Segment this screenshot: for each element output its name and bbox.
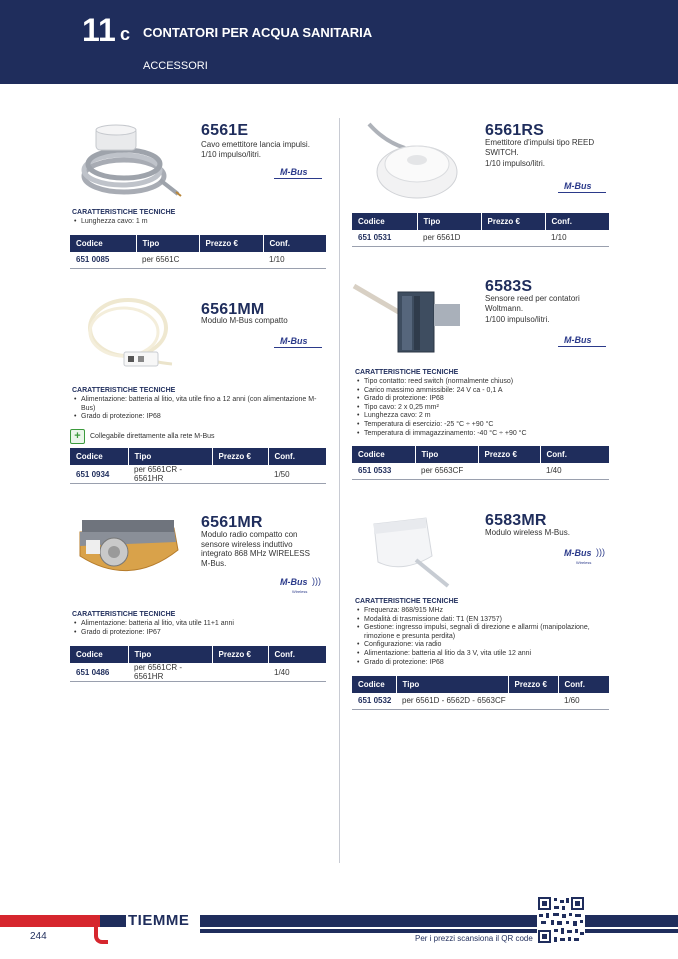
col-conf: Conf.	[558, 676, 609, 693]
col-conf: Conf.	[268, 448, 326, 465]
mbus-logo-line	[558, 346, 606, 347]
mbus-logo	[558, 335, 608, 349]
col-prezzo: Prezzo €	[199, 235, 263, 252]
cell-conf: 1/40	[268, 663, 326, 682]
column-divider	[339, 118, 340, 863]
mbus-wireless-logo	[558, 547, 608, 565]
product-code: 6583S	[485, 278, 533, 295]
col-tipo: Tipo	[128, 448, 212, 465]
radio-module-image	[74, 516, 184, 586]
page-header	[0, 0, 678, 84]
product-description	[201, 140, 331, 159]
spec-item: • Gestione: ingresso impulsi, segnali di direzione e allarmi (manipolazione, rimozione e presunta perdita)	[355, 624, 611, 641]
table-header-row	[70, 448, 326, 465]
chapter-number: 11	[82, 12, 116, 48]
cell-tipo: per 6561C	[136, 252, 199, 268]
spec-item: • Alimentazione: batteria al litio, vita utile 11+1 anni	[72, 620, 328, 629]
specs-heading: CARATTERISTICHE TECNICHE	[72, 387, 176, 394]
spec-item: • Tipo cavo: 2 x 0,25 mm²	[355, 404, 611, 413]
table-header-row	[70, 235, 326, 252]
col-codice: Codice	[70, 646, 128, 663]
product-table	[352, 676, 609, 710]
specs-list	[355, 607, 611, 667]
spec-item: • Modalità di trasmissione dati: T1 (EN 13757)	[355, 616, 611, 625]
mbus-logo-text: M-Bus	[564, 181, 592, 191]
footer-bar	[200, 915, 678, 927]
product-table	[352, 446, 609, 480]
mbus-logo	[558, 181, 608, 195]
product-code: 6561MM	[201, 301, 265, 318]
description-line: integrato 868 MHz WIRELESS	[201, 549, 310, 558]
table-row	[70, 663, 326, 682]
reed-switch-image	[365, 120, 465, 202]
product-code: 6583MR	[485, 512, 547, 529]
mbus-logo	[274, 336, 324, 350]
cell-tipo: per 6561D	[417, 230, 481, 246]
table-row	[70, 252, 326, 268]
description-line: 1/10 impulso/litri.	[201, 149, 262, 159]
table-header-row	[352, 676, 609, 693]
description-line: Woltmann.	[485, 303, 524, 313]
product-table	[352, 213, 609, 247]
qr-code-icon[interactable]	[537, 896, 585, 944]
cell-prezzo	[481, 230, 545, 246]
wireless-label: Wireless	[576, 560, 592, 565]
col-codice: Codice	[352, 213, 417, 230]
col-prezzo: Prezzo €	[478, 446, 540, 463]
mbus-logo-line	[274, 178, 322, 179]
col-prezzo: Prezzo €	[212, 646, 268, 663]
wifi-icon: )))	[596, 547, 605, 557]
col-codice: Codice	[70, 235, 136, 252]
spec-item: • Configurazione: via radio	[355, 641, 611, 650]
col-tipo: Tipo	[128, 646, 212, 663]
qr-caption: Per i prezzi scansiona il QR code	[415, 934, 533, 943]
mbus-logo-text: M-Bus	[280, 577, 308, 587]
page-number: 244	[30, 931, 47, 942]
cell-tipo: per 6561CR - 6561HR	[128, 663, 212, 682]
spec-item: • Grado di protezione: IP68	[355, 659, 611, 668]
cell-conf: 1/10	[263, 252, 326, 268]
pulse-ratio: 1/100 impulso/litri.	[485, 315, 550, 324]
wireless-module-image	[368, 510, 456, 590]
mbus-logo-text: M-Bus	[280, 167, 308, 177]
specs-heading: CARATTERISTICHE TECNICHE	[355, 369, 459, 376]
spec-item: • Frequenza: 868/915 MHz	[355, 607, 611, 616]
cell-tipo: per 6561CR - 6561HR	[128, 465, 212, 484]
description-line: sensore wireless induttivo	[201, 539, 293, 549]
cell-codice: 651 0934	[70, 465, 128, 484]
mbus-network-note: Collegabile direttamente alla rete M-Bus	[90, 433, 215, 440]
cell-conf: 1/40	[540, 463, 609, 479]
cell-conf: 1/10	[545, 230, 609, 246]
specs-list	[72, 218, 327, 227]
col-tipo: Tipo	[415, 446, 478, 463]
reed-sensor-image	[352, 280, 464, 358]
footer-blue-band	[100, 915, 126, 927]
cable-coil-image	[76, 122, 182, 200]
product-code: 6561E	[201, 122, 249, 139]
cell-prezzo	[199, 252, 263, 268]
product-code: 6561RS	[485, 122, 545, 139]
cell-prezzo	[212, 663, 268, 682]
spec-item: • Lunghezza cavo: 2 m	[355, 412, 611, 421]
cell-prezzo	[212, 465, 268, 484]
table-row	[352, 230, 609, 246]
description-line: Cavo emettitore lancia impulsi.	[201, 140, 310, 149]
mbus-logo	[274, 167, 324, 181]
mbus-module-cable-image	[80, 292, 184, 374]
brand-logo: TIEMME	[128, 912, 190, 929]
description-line: Sensore reed per contatori	[485, 294, 580, 303]
col-conf: Conf.	[263, 235, 326, 252]
description-line: Modulo radio compatto con	[201, 530, 298, 539]
cell-codice: 651 0486	[70, 663, 128, 682]
spec-item: • Grado di protezione: IP68	[355, 395, 611, 404]
mbus-logo-text: M-Bus	[564, 548, 592, 558]
specs-list	[355, 378, 611, 438]
cell-codice: 651 0533	[352, 463, 415, 479]
product-description	[485, 294, 615, 313]
cell-prezzo	[478, 463, 540, 479]
cell-codice: 651 0085	[70, 252, 136, 268]
wireless-label: Wireless	[292, 589, 308, 594]
spec-item: • Grado di protezione: IP68	[72, 413, 328, 422]
product-table	[70, 448, 326, 484]
product-description	[201, 316, 331, 326]
col-codice: Codice	[70, 448, 128, 465]
cell-conf: 1/60	[558, 693, 609, 709]
table-header-row	[352, 446, 609, 463]
col-prezzo: Prezzo €	[481, 213, 545, 230]
col-conf: Conf.	[540, 446, 609, 463]
col-tipo: Tipo	[417, 213, 481, 230]
product-code: 6561MR	[201, 514, 263, 531]
footer-bar-thin	[200, 929, 678, 933]
spec-item: • Tipo contatto: reed switch (normalmente chiuso)	[355, 378, 611, 387]
spec-item: • Carico massimo ammissibile: 24 V ca - 0,1 A	[355, 387, 611, 396]
col-codice: Codice	[352, 446, 415, 463]
product-description	[201, 530, 331, 568]
spec-item: • Alimentazione: batteria al litio da 3 V, vita utile 12 anni	[355, 650, 611, 659]
chapter-subtitle: ACCESSORI	[143, 60, 208, 72]
product-table	[70, 235, 326, 269]
spec-item: • Temperatura di esercizio: -25 °C ÷ +90 °C	[355, 421, 611, 430]
cell-prezzo	[508, 693, 558, 709]
chapter-letter: c	[120, 24, 131, 44]
description-line: Modulo M-Bus compatto	[201, 316, 288, 325]
network-connect-icon: +	[70, 429, 85, 444]
description-line: SWITCH.	[485, 147, 519, 157]
specs-list	[72, 620, 328, 637]
specs-heading: CARATTERISTICHE TECNICHE	[355, 598, 459, 605]
product-description	[485, 528, 615, 538]
table-row	[352, 693, 609, 709]
product-table	[70, 646, 326, 682]
col-prezzo: Prezzo €	[508, 676, 558, 693]
col-prezzo: Prezzo €	[212, 448, 268, 465]
specs-heading: CARATTERISTICHE TECNICHE	[72, 209, 176, 216]
specs-list	[72, 396, 328, 422]
col-tipo: Tipo	[396, 676, 508, 693]
col-codice: Codice	[352, 676, 396, 693]
specs-heading: CARATTERISTICHE TECNICHE	[72, 611, 176, 618]
mbus-logo-line	[274, 347, 322, 348]
table-row	[70, 465, 326, 484]
spec-item: • Alimentazione: batteria al litio, vita utile fino a 12 anni (con alimentazione M-Bus)	[72, 396, 328, 413]
col-tipo: Tipo	[136, 235, 199, 252]
description-line: Modulo wireless M-Bus.	[485, 528, 570, 537]
mbus-wireless-logo	[274, 576, 324, 594]
description-line: Emettitore d'impulsi tipo REED	[485, 138, 595, 147]
cell-conf: 1/50	[268, 465, 326, 484]
cell-tipo: per 6563CF	[415, 463, 478, 479]
cell-tipo: per 6561D - 6562D - 6563CF	[396, 693, 508, 709]
table-header-row	[352, 213, 609, 230]
spec-item: • Lunghezza cavo: 1 m	[72, 218, 327, 227]
wifi-icon: )))	[312, 576, 321, 586]
cell-codice: 651 0532	[352, 693, 396, 709]
spec-item: • Grado di protezione: IP67	[72, 629, 328, 638]
mbus-logo-text: M-Bus	[564, 335, 592, 345]
product-description	[485, 138, 615, 157]
table-header-row	[70, 646, 326, 663]
description-line: M-Bus.	[201, 558, 227, 568]
mbus-logo-line	[558, 192, 606, 193]
table-row	[352, 463, 609, 479]
col-conf: Conf.	[268, 646, 326, 663]
mbus-logo-text: M-Bus	[280, 336, 308, 346]
col-conf: Conf.	[545, 213, 609, 230]
spec-item: • Temperatura di immagazzinamento: -40 °C ÷ +90 °C	[355, 430, 611, 439]
chapter-title: CONTATORI PER ACQUA SANITARIA	[143, 25, 373, 40]
cell-codice: 651 0531	[352, 230, 417, 246]
pulse-ratio: 1/10 impulso/litri.	[485, 159, 546, 168]
